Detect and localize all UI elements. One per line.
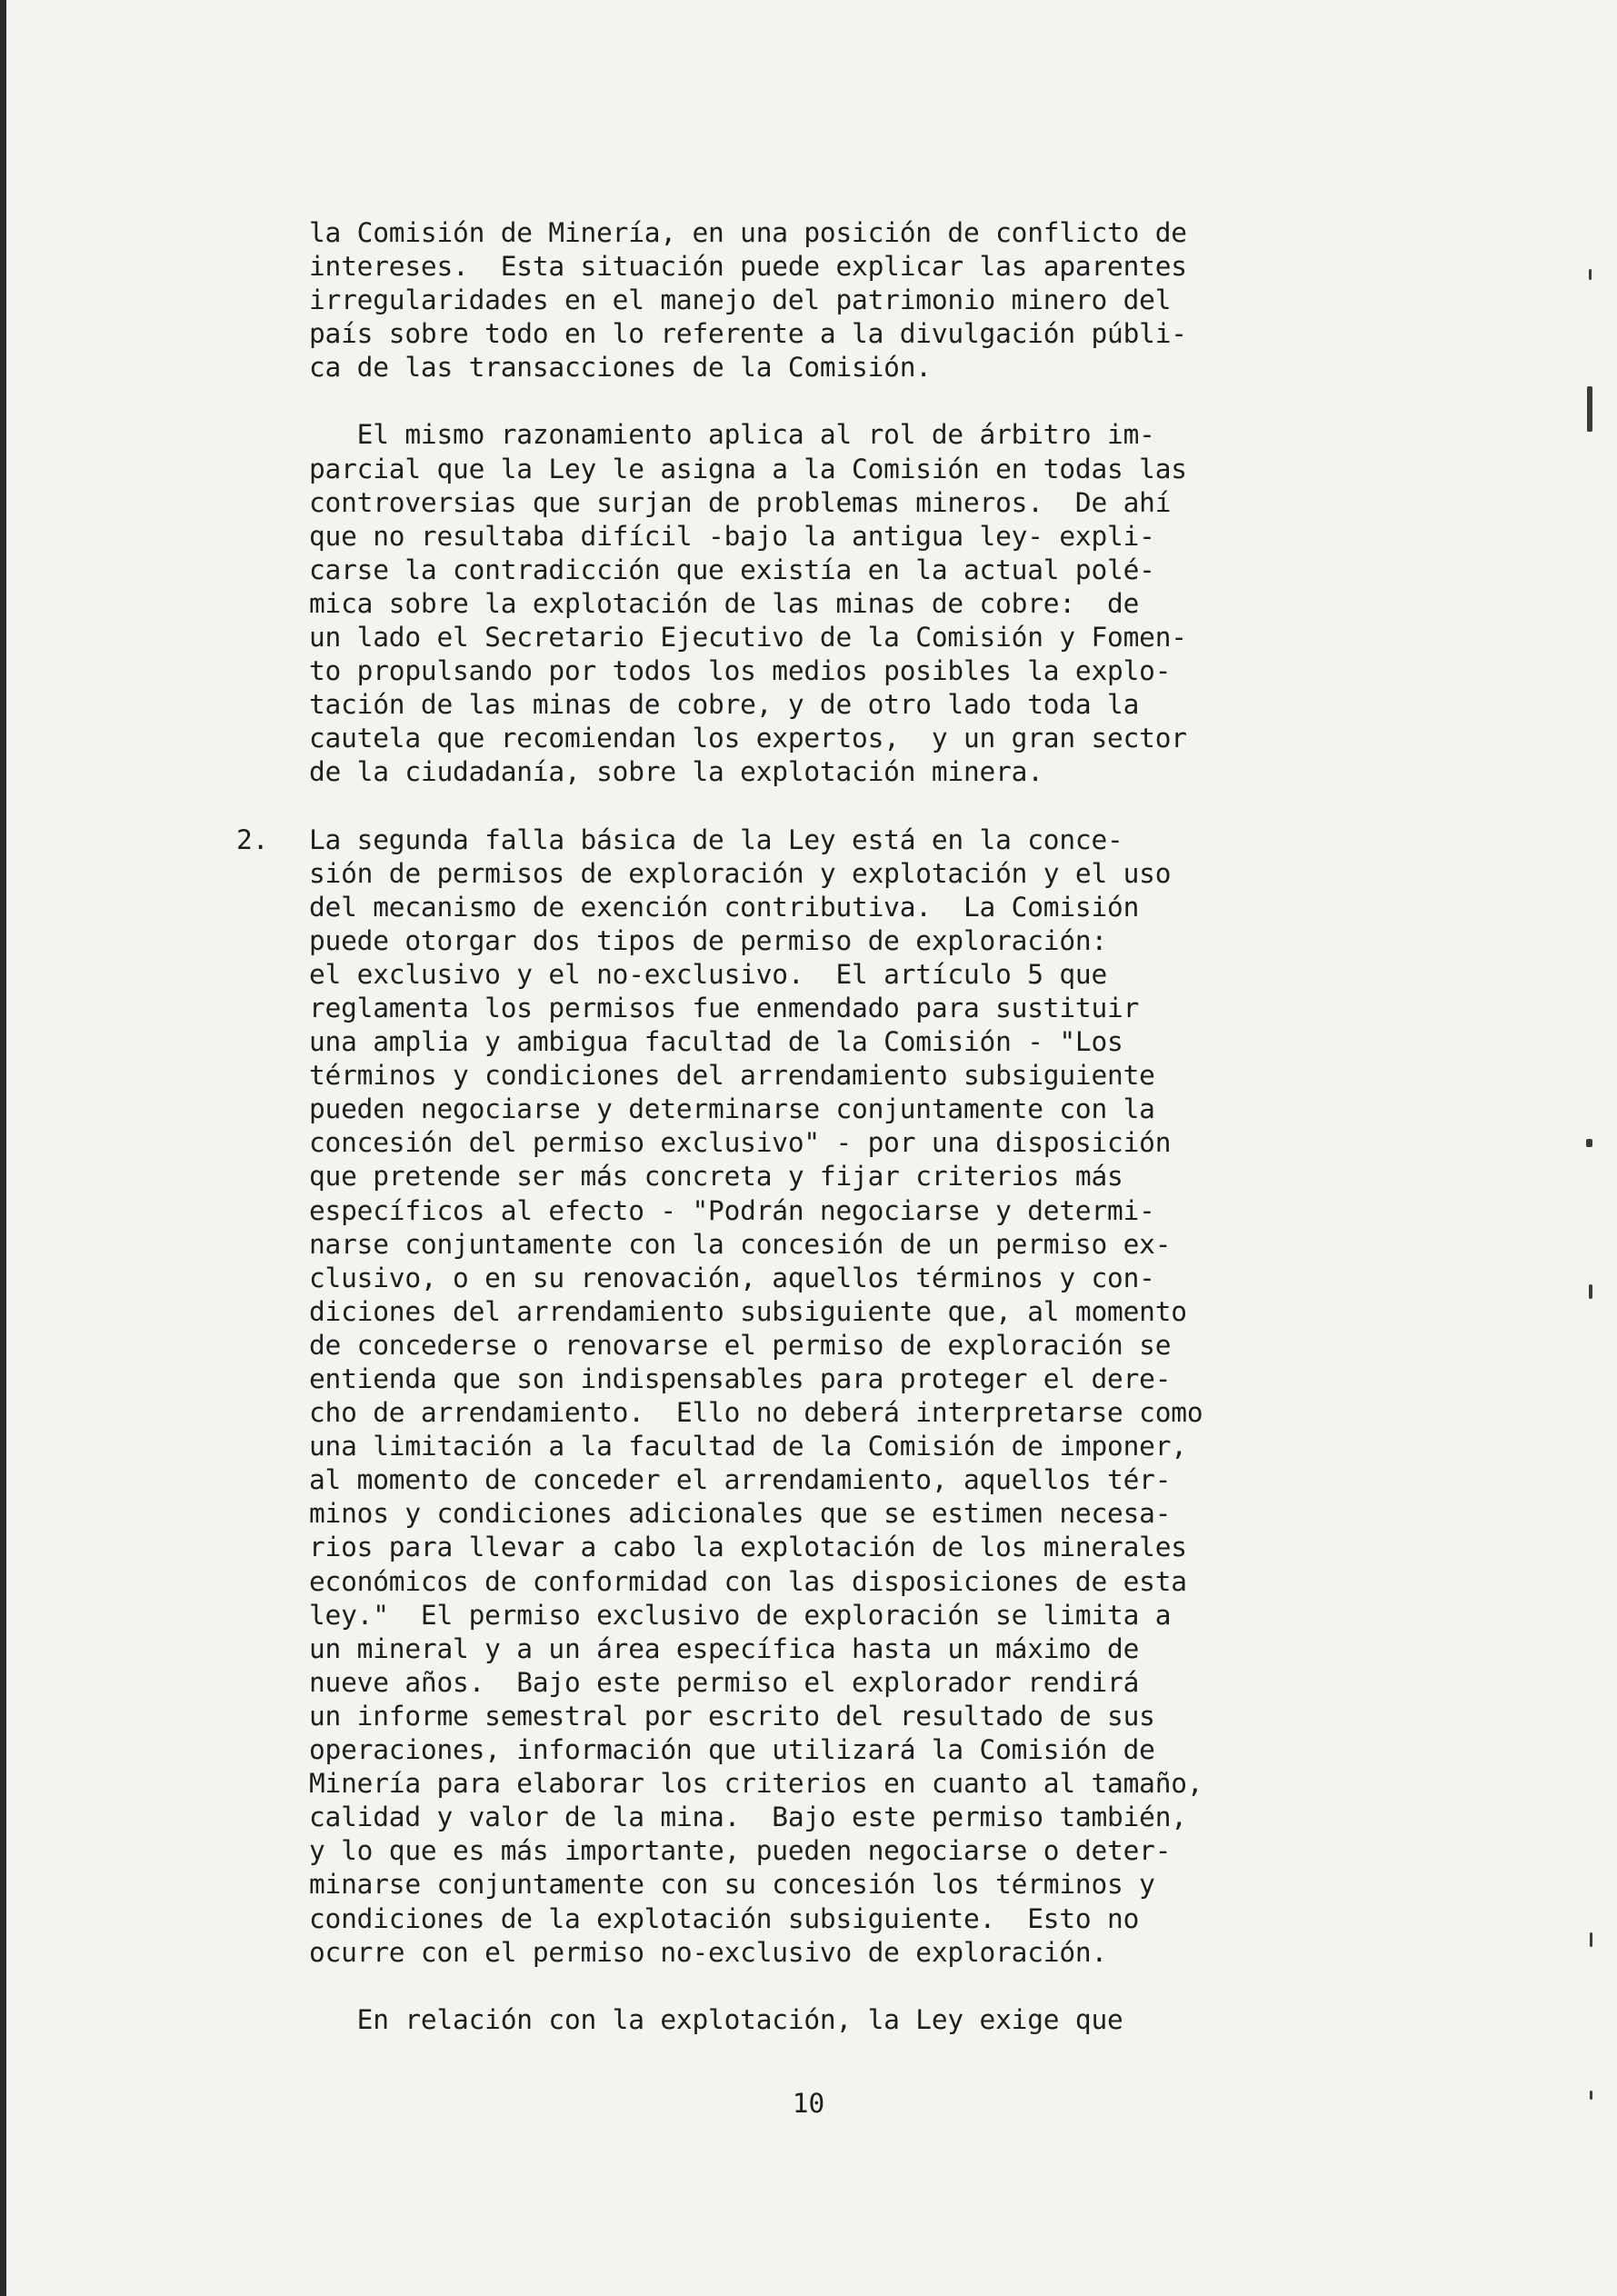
text-line: ley." El permiso exclusivo de exploración se limita a [309,1599,1172,1631]
text-line: narse conjuntamente con la concesión de un permiso ex- [309,1228,1172,1260]
text-line: específicos al efecto - "Podrán negociarse y determi- [309,1194,1155,1226]
numbered-paragraph [236,824,1273,1970]
text-line: calidad y valor de la mina. Bajo este permiso también, [309,1802,1187,1833]
text-line: tación de las minas de cobre, y de otro lado toda la [309,689,1140,721]
text-line: La segunda falla básica de la Ley está en la conce- [309,824,1123,855]
text-line: minos y condiciones adicionales que se estimen necesa- [309,1498,1172,1530]
text-line: sión de permisos de exploración y explotación y el uso [309,857,1172,889]
text-line: país sobre todo en lo referente a la divulgación públi- [309,318,1187,350]
text-line: Minería para elaborar los criterios en cuanto al tamaño, [309,1768,1203,1800]
text-line: intereses. Esta situación puede explicar las aparentes [309,251,1187,283]
text-line: del mecanismo de exención contributiva. La Comisión [309,891,1140,923]
text-line: irregularidades en el manejo del patrimonio minero del [309,285,1172,316]
text-line: que pretende ser más concreta y fijar criterios más [309,1161,1123,1193]
list-number: 2. [236,824,269,855]
page-number: 10 [792,2088,825,2119]
text-line: concesión del permiso exclusivo" - por una disposición [309,1127,1172,1159]
text-line: minarse conjuntamente con su concesión los términos y [309,1869,1155,1901]
text-line: En relación con la explotación, la Ley exige que [309,2003,1123,2035]
text-line: reglamenta los permisos fue enmendado para sustituir [309,992,1140,1023]
text-line: entienda que son indispensables para proteger el dere- [309,1363,1172,1394]
scan-speck [1589,1284,1592,1299]
scan-speck [1590,1932,1592,1947]
text-line: que no resultaba difícil -bajo la antigua ley- expli- [309,520,1155,552]
text-line: carse la contradicción que existía en la actual polé- [309,554,1155,585]
paragraph-gap [309,1970,1273,2003]
text-line: una limitación a la facultad de la Comisión de imponer, [309,1431,1187,1462]
text-line: clusivo, o en su renovación, aquellos términos y con- [309,1262,1155,1293]
text-line: de concederse o renovarse el permiso de exploración se [309,1329,1172,1361]
text-line: nueve años. Bajo este permiso el explorador rendirá [309,1666,1140,1698]
scan-speck [1589,269,1592,280]
paragraph [309,216,1273,384]
document-body [236,216,1273,2037]
text-line: el exclusivo y el no-exclusivo. El artículo 5 que [309,958,1108,990]
text-line: pueden negociarse y determinarse conjuntamente con la [309,1093,1155,1125]
text-line: condiciones de la explotación subsiguiente. Esto no [309,1902,1140,1934]
page-binding-edge [0,0,6,2296]
text-line: mica sobre la explotación de las minas de cobre: de [309,587,1140,619]
text-line: operaciones, información que utilizará la Comisión de [309,1734,1155,1766]
text-line: una amplia y ambigua facultad de la Comisión - "Los [309,1026,1123,1058]
text-line: ocurre con el permiso no-exclusivo de exploración. [309,1936,1108,1968]
text-line: de la ciudadanía, sobre la explotación minera. [309,756,1043,788]
text-line: términos y condiciones del arrendamiento subsiguiente [309,1060,1155,1092]
paragraph [309,2003,1273,2037]
text-line: diciones del arrendamiento subsiguiente que, al momento [309,1295,1187,1327]
text-line: cho de arrendamiento. Ello no deberá interpretarse como [309,1397,1203,1429]
scan-speck [1590,2091,1592,2100]
text-line: un informe semestral por escrito del resultado de sus [309,1700,1155,1732]
paragraph [309,418,1273,789]
text-line: controversias que surjan de problemas mineros. De ahí [309,486,1172,518]
text-line: parcial que la Ley le asigna a la Comisión en todas las [309,453,1187,484]
text-line: puede otorgar dos tipos de permiso de exploración: [309,924,1108,956]
text-line: económicos de conformidad con las disposiciones de esta [309,1565,1187,1597]
text-line: un lado el Secretario Ejecutivo de la Comisión y Fomen- [309,622,1187,654]
text-line: un mineral y a un área específica hasta un máximo de [309,1632,1140,1664]
text-line: to propulsando por todos los medios posibles la explo- [309,655,1172,687]
paragraph-gap [309,790,1273,824]
text-line: al momento de conceder el arrendamiento, aquellos tér- [309,1464,1172,1496]
paragraph-list [236,216,1273,2037]
text-line: ca de las transacciones de la Comisión. [309,352,932,384]
scan-speck [1586,1139,1592,1147]
scan-speck [1587,386,1592,432]
text-line: la Comisión de Minería, en una posición de conflicto de [309,217,1187,248]
paragraph-gap [309,384,1273,418]
text-line: El mismo razonamiento aplica al rol de árbitro im- [309,419,1155,451]
text-line: rios para llevar a cabo la explotación de los minerales [309,1532,1187,1563]
text-line: y lo que es más importante, pueden negociarse o deter- [309,1835,1172,1867]
text-line: cautela que recomiendan los expertos, y un gran sector [309,723,1187,754]
